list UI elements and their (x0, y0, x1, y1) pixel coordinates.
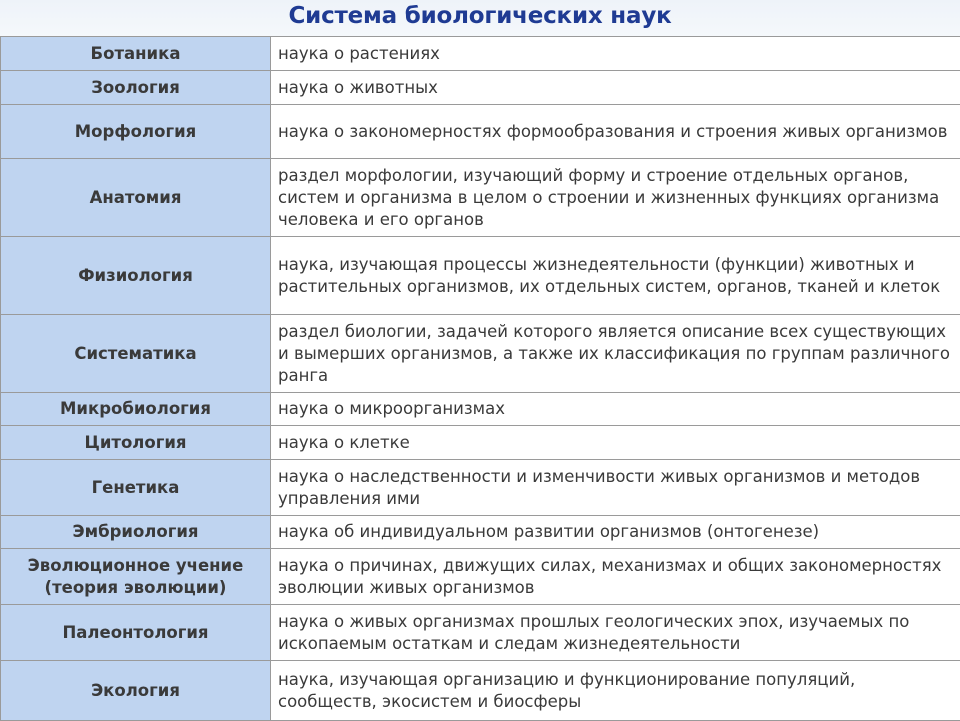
table-row (1, 237, 960, 315)
term-cell: Ботаника (1, 37, 271, 71)
table-row (1, 460, 960, 516)
page-title: Система биологических наук (0, 3, 960, 29)
definition-cell: наука о растениях (271, 37, 960, 71)
term-cell: Эволюционное учение (теория эволюции) (1, 549, 271, 605)
definition-cell: наука о клетке (271, 426, 960, 460)
term-cell: Анатомия (1, 159, 271, 237)
term-cell: Систематика (1, 315, 271, 393)
term-cell: Генетика (1, 460, 271, 516)
definition-cell: наука о причинах, движущих силах, механизмах и общих закономерностях эволюции живых организмов (271, 549, 960, 605)
term-cell: Экология (1, 661, 271, 721)
term-cell: Физиология (1, 237, 271, 315)
table-row (1, 661, 960, 721)
definition-cell: раздел морфологии, изучающий форму и строение отдельных органов, систем и организма в целом о строении и жизненных функциях организма человека и его органов (271, 159, 960, 237)
table-row (1, 426, 960, 460)
term-cell: Микробиология (1, 393, 271, 426)
term-cell: Цитология (1, 426, 271, 460)
definition-cell: раздел биологии, задачей которого является описание всех существующих и вымерших организмов, а также их классификация по группам различного ранга (271, 315, 960, 393)
term-cell: Зоология (1, 71, 271, 105)
table-row (1, 393, 960, 426)
definition-cell: наука о закономерностях формообразования и строения живых организмов (271, 105, 960, 159)
definition-cell: наука, изучающая процессы жизнедеятельности (функции) животных и растительных организмов, их отдельных систем, органов, тканей и клеток (271, 237, 960, 315)
term-cell: Эмбриология (1, 516, 271, 549)
table-row (1, 605, 960, 661)
table-row (1, 549, 960, 605)
table-row (1, 315, 960, 393)
table-row (1, 516, 960, 549)
table-row (1, 37, 960, 71)
table-row (1, 71, 960, 105)
definition-cell: наука, изучающая организацию и функционирование популяций, сообществ, экосистем и биосферы (271, 661, 960, 721)
term-cell: Палеонтология (1, 605, 271, 661)
term-cell: Морфология (1, 105, 271, 159)
biology-sciences-table (0, 36, 960, 721)
table-row (1, 105, 960, 159)
definition-cell: наука о микроорганизмах (271, 393, 960, 426)
definition-cell: наука о наследственности и изменчивости живых организмов и методов управления ими (271, 460, 960, 516)
definition-cell: наука о животных (271, 71, 960, 105)
definition-cell: наука об индивидуальном развитии организмов (онтогенезе) (271, 516, 960, 549)
definition-cell: наука о живых организмах прошлых геологических эпох, изучаемых по ископаемым остаткам и следам жизнедеятельности (271, 605, 960, 661)
table-row (1, 159, 960, 237)
